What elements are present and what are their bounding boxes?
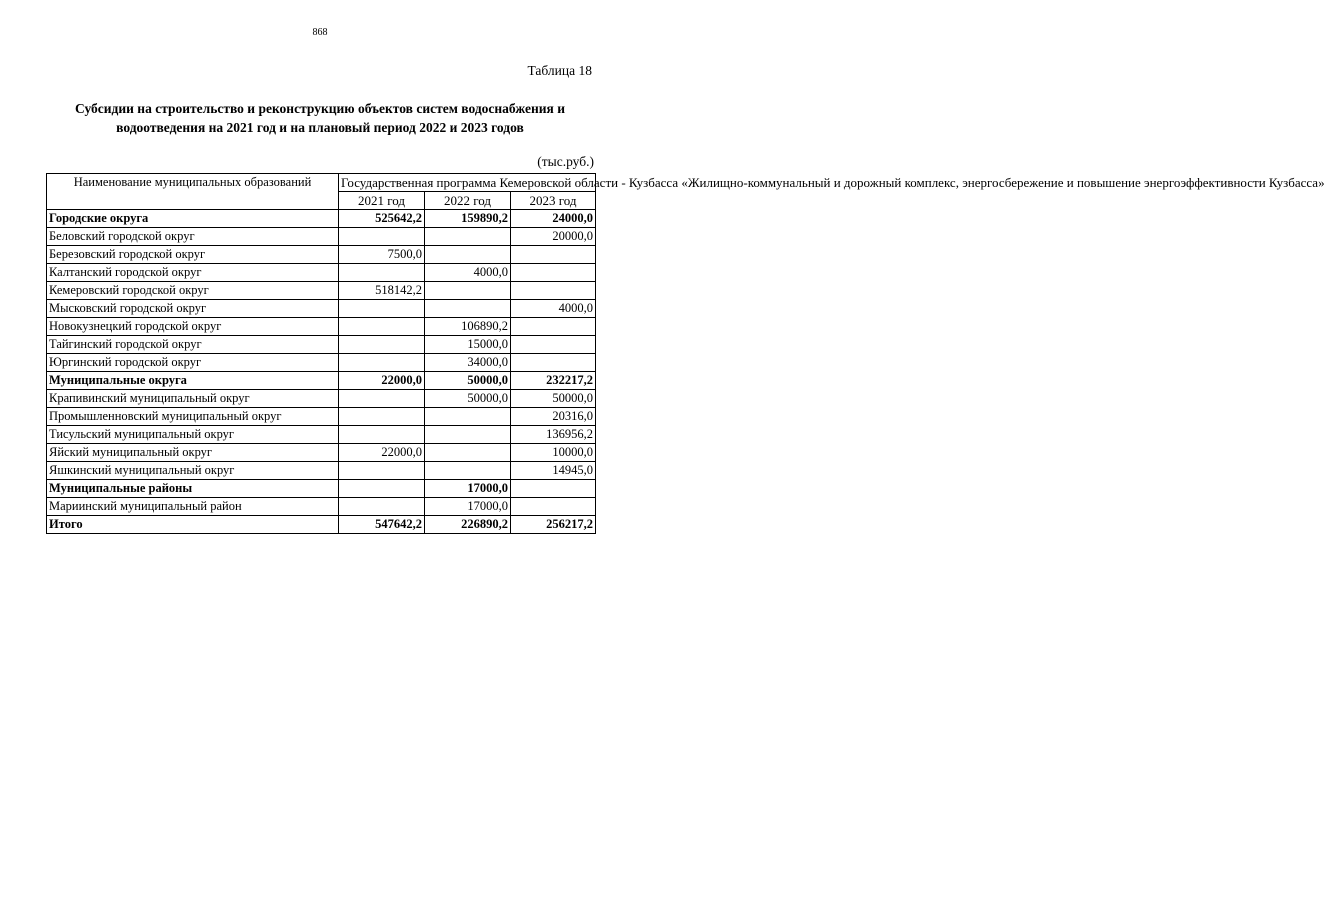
column-header-name: Наименование муниципальных образований xyxy=(47,174,339,210)
row-name-cell: Мысковский городской округ xyxy=(47,300,339,318)
value-2021-cell: 547642,2 xyxy=(339,516,425,534)
table-row xyxy=(47,462,596,480)
table-row xyxy=(47,480,596,498)
value-2022-cell xyxy=(425,246,511,264)
value-2021-cell: 525642,2 xyxy=(339,210,425,228)
value-2022-cell xyxy=(425,426,511,444)
value-2023-cell: 20000,0 xyxy=(511,228,596,246)
value-2022-cell: 17000,0 xyxy=(425,498,511,516)
value-2023-cell: 20316,0 xyxy=(511,408,596,426)
table-row xyxy=(47,354,596,372)
column-header-2021: 2021 год xyxy=(339,192,425,210)
value-2023-cell: 256217,2 xyxy=(511,516,596,534)
value-2022-cell xyxy=(425,228,511,246)
row-name-cell: Новокузнецкий городской округ xyxy=(47,318,339,336)
table-row xyxy=(47,282,596,300)
value-2023-cell: 4000,0 xyxy=(511,300,596,318)
row-name-cell: Кемеровский городской округ xyxy=(47,282,339,300)
value-2021-cell xyxy=(339,462,425,480)
table-row xyxy=(47,516,596,534)
value-2022-cell xyxy=(425,282,511,300)
value-2022-cell: 106890,2 xyxy=(425,318,511,336)
table-row xyxy=(47,498,596,516)
row-name-cell: Яйский муниципальный округ xyxy=(47,444,339,462)
value-2023-cell xyxy=(511,498,596,516)
row-name-cell: Промышленновский муниципальный округ xyxy=(47,408,339,426)
title-line-1: Субсидии на строительство и реконструкцию объектов систем водоснабжения и xyxy=(75,101,565,116)
value-2023-cell xyxy=(511,336,596,354)
table-row xyxy=(47,318,596,336)
value-2021-cell: 22000,0 xyxy=(339,444,425,462)
value-2021-cell xyxy=(339,354,425,372)
value-2022-cell xyxy=(425,300,511,318)
value-2021-cell xyxy=(339,318,425,336)
value-2021-cell xyxy=(339,390,425,408)
row-name-cell: Муниципальные районы xyxy=(47,480,339,498)
value-2021-cell xyxy=(339,300,425,318)
value-2021-cell xyxy=(339,264,425,282)
value-2022-cell: 34000,0 xyxy=(425,354,511,372)
table-row xyxy=(47,372,596,390)
value-2022-cell: 50000,0 xyxy=(425,390,511,408)
value-2022-cell: 15000,0 xyxy=(425,336,511,354)
value-2023-cell xyxy=(511,282,596,300)
row-name-cell: Тайгинский городской округ xyxy=(47,336,339,354)
row-name-cell: Беловский городской округ xyxy=(47,228,339,246)
table-row xyxy=(47,228,596,246)
title-line-2: водоотведения на 2021 год и на плановый период 2022 и 2023 годов xyxy=(116,120,524,135)
value-2022-cell: 226890,2 xyxy=(425,516,511,534)
row-name-cell: Итого xyxy=(47,516,339,534)
value-2023-cell xyxy=(511,318,596,336)
value-2021-cell xyxy=(339,498,425,516)
value-2022-cell: 159890,2 xyxy=(425,210,511,228)
document-title xyxy=(46,99,594,137)
value-2023-cell xyxy=(511,264,596,282)
value-2021-cell xyxy=(339,426,425,444)
value-2021-cell: 22000,0 xyxy=(339,372,425,390)
value-2022-cell xyxy=(425,408,511,426)
table-row xyxy=(47,210,596,228)
table-body xyxy=(47,210,596,534)
row-name-cell: Тисульский муниципальный округ xyxy=(47,426,339,444)
row-name-cell: Яшкинский муниципальный округ xyxy=(47,462,339,480)
row-name-cell: Березовский городской округ xyxy=(47,246,339,264)
table-row xyxy=(47,336,596,354)
value-2023-cell: 24000,0 xyxy=(511,210,596,228)
table-row xyxy=(47,408,596,426)
units-label: (тыс.руб.) xyxy=(537,154,594,169)
value-2023-cell: 232217,2 xyxy=(511,372,596,390)
page-number: 868 xyxy=(312,27,328,38)
column-header-2022: 2022 год xyxy=(425,192,511,210)
value-2022-cell xyxy=(425,444,511,462)
subsidies-table xyxy=(46,173,1325,534)
value-2022-cell: 17000,0 xyxy=(425,480,511,498)
table-row xyxy=(47,390,596,408)
value-2022-cell: 4000,0 xyxy=(425,264,511,282)
table-row xyxy=(47,264,596,282)
value-2023-cell xyxy=(511,354,596,372)
table-row xyxy=(47,246,596,264)
column-header-2023: 2023 год xyxy=(511,192,596,210)
table-label: Таблица 18 xyxy=(527,63,592,78)
column-header-program: Государственная программа Кемеровской области - Кузбасса «Жилищно-коммунальный и дорожный комплекс, энергосбережение и повышение энергоэффективности Кузбасса» xyxy=(339,174,596,192)
value-2021-cell: 7500,0 xyxy=(339,246,425,264)
row-name-cell: Муниципальные округа xyxy=(47,372,339,390)
row-name-cell: Крапивинский муниципальный округ xyxy=(47,390,339,408)
row-name-cell: Юргинский городской округ xyxy=(47,354,339,372)
row-name-cell: Мариинский муниципальный район xyxy=(47,498,339,516)
value-2023-cell: 10000,0 xyxy=(511,444,596,462)
value-2022-cell: 50000,0 xyxy=(425,372,511,390)
table-row xyxy=(47,300,596,318)
value-2021-cell xyxy=(339,408,425,426)
value-2021-cell xyxy=(339,336,425,354)
table-row xyxy=(47,426,596,444)
table-row xyxy=(47,444,596,462)
value-2023-cell: 14945,0 xyxy=(511,462,596,480)
value-2021-cell xyxy=(339,228,425,246)
value-2023-cell: 136956,2 xyxy=(511,426,596,444)
row-name-cell: Городские округа xyxy=(47,210,339,228)
value-2022-cell xyxy=(425,462,511,480)
value-2023-cell: 50000,0 xyxy=(511,390,596,408)
value-2023-cell xyxy=(511,246,596,264)
value-2021-cell xyxy=(339,480,425,498)
row-name-cell: Калтанский городской округ xyxy=(47,264,339,282)
value-2023-cell xyxy=(511,480,596,498)
value-2021-cell: 518142,2 xyxy=(339,282,425,300)
